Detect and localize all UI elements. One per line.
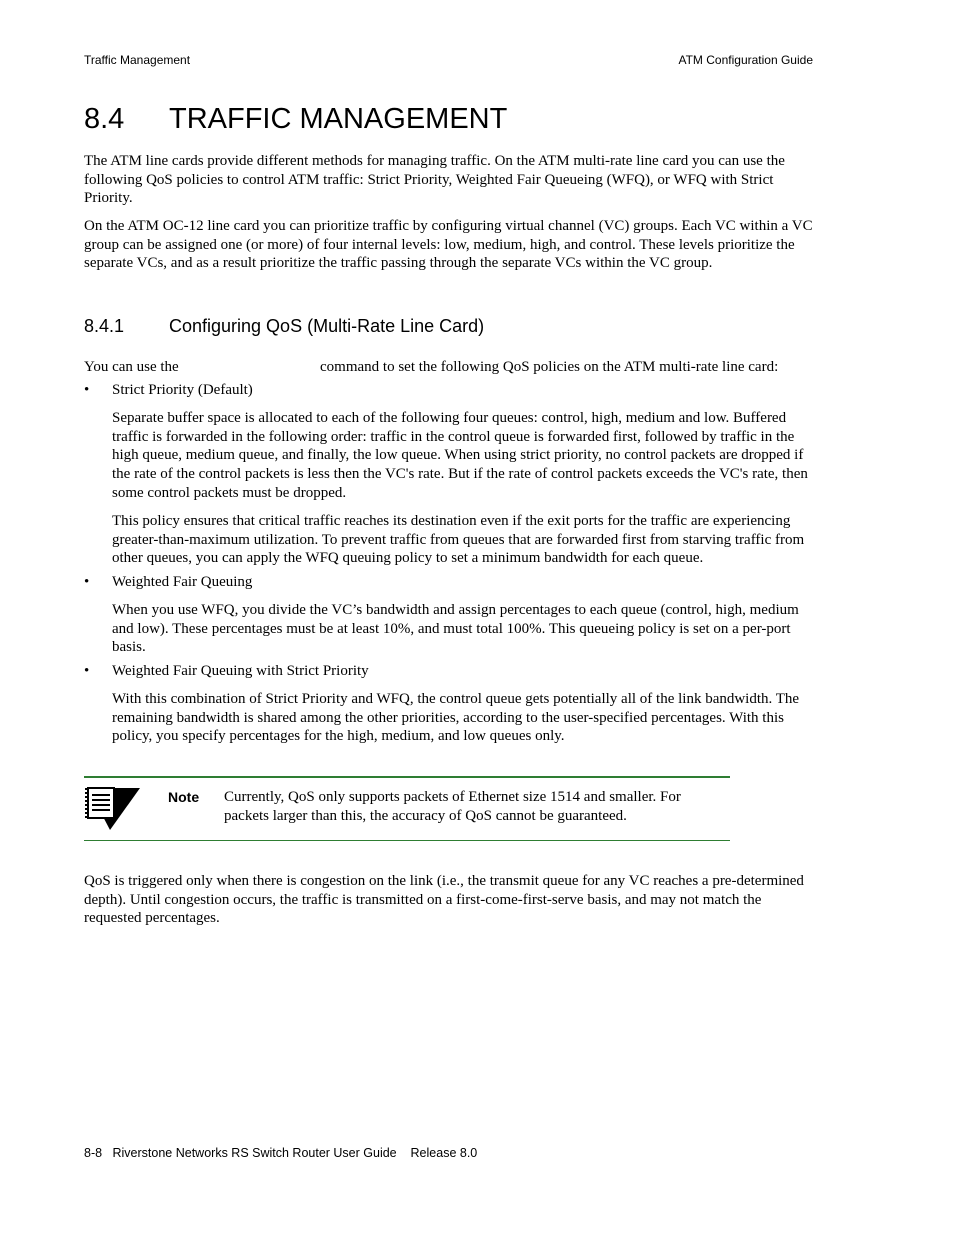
subsection-title: Configuring QoS (Multi-Rate Line Card) xyxy=(169,316,485,336)
wfq-strict-paragraph: With this combination of Strict Priority and WFQ, the control queue gets potentially all of the link bandwidth. The remaining bandwidth is shared among the other priorities, according to the user-specified percentages. With this policy, you specify percentages for the high, medium, and low queues only. xyxy=(112,691,800,745)
footer-page-number: 8-8 xyxy=(84,1146,103,1160)
note-top-rule xyxy=(84,776,730,778)
subsection-intro-end: command to set the following QoS policies on the ATM multi-rate line card: xyxy=(320,359,779,375)
note-label: Note xyxy=(168,789,200,805)
section-number: 8.4 xyxy=(84,103,125,135)
strict-priority-paragraph-1: Separate buffer space is allocated to each of the following four queues: control, high, medium and low. Buffered traffic is forwarded in the following order: traffic in the control queue is forwarded first, followed by traffic in the high queue, medium queue, and finally, the low queue. When using strict priority, no control packets are dropped if the rate of the control packets is less then the VC's rate. But if the rate of control packets exceeds the VC's rate, then some control packets must be dropped. xyxy=(112,410,808,501)
footer-book-title: Riverstone Networks RS Switch Router User Guide xyxy=(112,1146,397,1160)
note-text: Currently, QoS only supports packets of Ethernet size 1514 and smaller. For packets larger than this, the accuracy of QoS cannot be guaranteed. xyxy=(224,789,681,824)
bullet-marker: • xyxy=(84,574,90,590)
note-bottom-rule xyxy=(84,840,730,841)
page-footer xyxy=(84,1146,477,1160)
footer-release: Release 8.0 xyxy=(410,1146,478,1160)
note-pad-icon xyxy=(84,784,142,832)
subsection-intro-start: You can use the xyxy=(84,359,179,375)
strict-priority-paragraph-2: This policy ensures that critical traffic reaches its destination even if the exit ports for the traffic are experiencing greater-than-maximum utilization. To prevent traffic from queues that are forwarded first from starving traffic from other queues, you can apply the WFQ queuing policy to set a minimum bandwidth for each queue. xyxy=(112,513,805,567)
section-paragraph-2: On the ATM OC-12 line card you can prioritize traffic by configuring virtual channel (VC) groups. Each VC within a VC group can be assigned one (or more) of four internal levels: low, medium, high, and control. These levels prioritize the separate VCs, and as a result prioritize the traffic passing through the separate VCs within the VC group. xyxy=(84,218,813,272)
bullet-marker: • xyxy=(84,663,90,679)
bullet-label-wfq: Weighted Fair Queuing xyxy=(112,574,253,590)
closing-paragraph: QoS is triggered only when there is congestion on the link (i.e., the transmit queue for any VC reaches a pre-determined depth). Until congestion occurs, the traffic is transmitted on a first-come-first-serve basis, and may not match the requested percentages. xyxy=(84,873,804,927)
section-paragraph-1: The ATM line cards provide different methods for managing traffic. On the ATM multi-rate line card you can use the following QoS policies to control ATM traffic: Strict Priority, Weighted Fair Queueing (WFQ), or WFQ with Strict Priority. xyxy=(84,153,785,207)
subsection-number: 8.4.1 xyxy=(84,316,125,336)
bullet-label-strict-priority: Strict Priority (Default) xyxy=(112,382,253,398)
section-title: TRAFFIC MANAGEMENT xyxy=(169,103,508,135)
running-header-right: ATM Configuration Guide xyxy=(678,53,813,67)
bullet-marker: • xyxy=(84,382,90,398)
wfq-paragraph: When you use WFQ, you divide the VC’s bandwidth and assign percentages to each queue (control, high, medium and low). These percentages must be at least 10%, and must total 100%. This queueing policy is set on a per-port basis. xyxy=(112,602,799,656)
bullet-label-wfq-strict: Weighted Fair Queuing with Strict Priority xyxy=(112,663,369,679)
running-header-left: Traffic Management xyxy=(84,53,191,67)
